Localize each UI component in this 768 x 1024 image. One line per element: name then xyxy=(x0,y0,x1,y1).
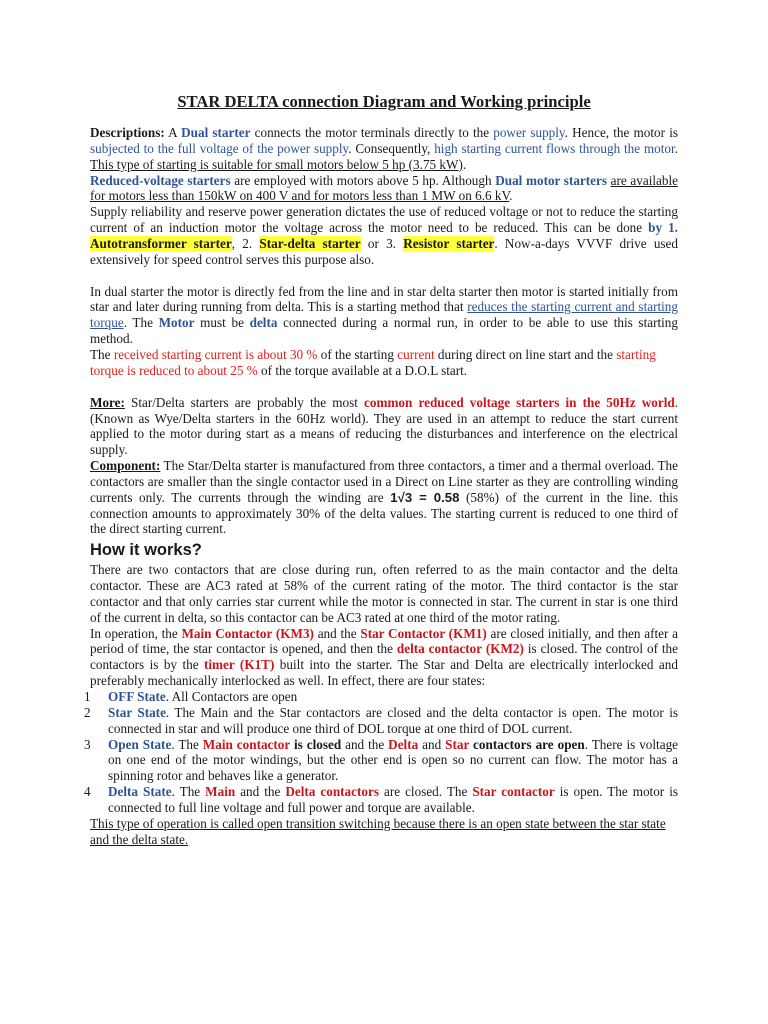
text: Star/Delta starters are probably the most xyxy=(124,394,365,410)
phrase-high-current: high starting current flows through the motor xyxy=(434,140,675,156)
paragraph-component xyxy=(90,458,678,537)
text: must be xyxy=(194,315,250,331)
highlight-resistor: Resistor starter xyxy=(403,235,495,251)
paragraph-descriptions xyxy=(90,125,678,173)
text: are closed initially, and then after a period of time, the star contactor is opened, and then the xyxy=(90,625,679,657)
term-main-contactor: Main contactor xyxy=(202,736,291,752)
formula-ratio: 1√3 = 0.58 xyxy=(390,489,460,505)
text: The Star/Delta starter is manufactured from three contactors, a timer and a thermal overload. The contactors are smaller than the single contactor used in a Direct on Line starter as they are controlling winding currents only. The currents through the winding are xyxy=(90,458,678,505)
phrase-full-voltage: subjected to the full voltage of the power supply xyxy=(90,140,349,156)
paragraph-closing-note: This type of operation is called open transition switching because there is an open state between the star state and the delta state. xyxy=(90,815,666,847)
term-power-supply: power supply xyxy=(493,125,565,140)
term-main: Main xyxy=(205,784,236,800)
phrase-availability: are available for motors less than 150kW on 400 V and for motors less than 1 MW on 6.6 kV xyxy=(90,172,679,204)
section-heading-how-it-works: How it works? xyxy=(90,541,202,560)
text: connects the motor terminals directly to the xyxy=(250,125,494,140)
text: . (Known as Wye/Delta starters in the 60Hz world). They are used in an attempt to reduce the start current applied to the motor during start as a means of reducing the disturbances and interference on the electrical supply. xyxy=(90,394,678,458)
text: . There is voltage on one end of the motor windings, but the other end is open so no current can flow. The motor has a spinning rotor and behaves like a generator. xyxy=(108,736,679,784)
text: of the torque available at a D.O.L start. xyxy=(257,362,468,378)
text: of the starting xyxy=(317,346,398,362)
highlight-star-delta: Star-delta starter xyxy=(259,235,361,251)
document-title: STAR DELTA connection Diagram and Working principle xyxy=(177,92,591,111)
text: during direct on line start and the xyxy=(434,346,617,362)
text: (58%) of the current in the line. this connection amounts to approximately 30% of the delta values. The starting current is reduced to one third of the direct starting current. xyxy=(90,489,679,537)
text: built into the starter. The Star and Delta are electrically interlocked and preferably mechanically interlocked as well. In effect, there are four states: xyxy=(90,657,678,689)
paragraph-more xyxy=(90,395,678,458)
text: and the xyxy=(313,625,361,641)
more-label: More: xyxy=(90,394,125,410)
term-star-contactor: Star Contactor (KM1) xyxy=(360,625,487,641)
term-delta: Delta xyxy=(388,736,419,752)
text: are closed. The xyxy=(378,784,473,800)
text: There are two contactors that are close during run, often referred to as the main contactor and the delta contactor. These are AC3 rated at 58% of the current rating of the motor. The third contactor is the star contactor and that only carries star current while the motor is connected in star. The current in star is one third of the current in delta, so this contactor can be AC3 rated at one third of the motor rating. xyxy=(90,562,678,625)
paragraph-starting-values xyxy=(90,347,678,379)
highlight-autotransformer: Autotransformer starter xyxy=(90,235,232,251)
text: The xyxy=(90,346,114,362)
text: In operation, the xyxy=(90,625,182,641)
paragraph-reduced-voltage xyxy=(90,173,678,205)
phrase-common-starters: common reduced voltage starters in the 50Hz world xyxy=(364,394,675,410)
term-delta: delta xyxy=(249,315,278,331)
list-item-open-state xyxy=(84,736,679,785)
text: . The Main and the Star contactors are closed and the delta contactor is open. The motor is connected in star and will produce one third of DOL torque at one third of DOL current. xyxy=(108,704,678,736)
term-main-contactor: Main Contactor (KM3) xyxy=(181,625,314,641)
state-label: Star State xyxy=(108,704,166,720)
text: In dual starter the motor is directly fed from the line and in star delta starter then motor is started initially from star and later during running from delta. This is a starting method that xyxy=(90,283,678,315)
text-contactors-open: contactors are open xyxy=(469,736,585,752)
text: and the xyxy=(235,784,286,800)
list-number: 4 xyxy=(84,784,91,800)
term-dual-motor-starters: Dual motor starters xyxy=(495,172,608,188)
text: . xyxy=(462,156,467,172)
term-delta-contactors: Delta contactors xyxy=(285,784,379,800)
phrase-received-current: received starting current is about 30 % xyxy=(113,346,318,362)
term-motor: Motor xyxy=(158,315,195,331)
text: is open. The motor is connected to full line voltage and full power and torque are available. xyxy=(108,784,678,815)
text: and the xyxy=(341,736,389,752)
states-list xyxy=(84,689,679,816)
list-item-delta-state xyxy=(84,784,678,816)
text-is-closed: is closed xyxy=(290,736,342,752)
list-number: 2 xyxy=(84,704,91,720)
term-star: Star xyxy=(445,736,470,752)
text: or 3. xyxy=(360,235,404,251)
text: . The xyxy=(171,784,206,800)
term-by-1: by 1. xyxy=(648,220,678,236)
spacer xyxy=(90,268,678,284)
text: . xyxy=(509,188,513,204)
term-dual-starter: Dual starter xyxy=(181,125,251,140)
document-body xyxy=(84,125,679,847)
list-number: 1 xyxy=(84,689,91,704)
text: . The xyxy=(123,315,159,331)
term-star-contactor: Star contactor xyxy=(472,784,555,800)
phrase-small-motors: This type of starting is suitable for small motors below 5 hp (3.75 kW) xyxy=(90,156,463,172)
list-number: 3 xyxy=(84,736,91,752)
text: , 2. xyxy=(231,235,260,251)
term-reduced-voltage-starters: Reduced-voltage starters xyxy=(90,172,231,188)
text: Supply reliability and reserve power generation dictates the use of reduced voltage or not to reduce the starting current of an induction motor the voltage across the motor need to be reduced. This can be done xyxy=(90,204,678,236)
text: A xyxy=(164,125,182,140)
text: connected during a normal run, in order to be able to use this starting method. xyxy=(90,315,678,347)
text: are employed with motors above 5 hp. Although xyxy=(230,172,496,188)
text: and xyxy=(418,736,446,752)
term-current: current xyxy=(397,346,435,362)
spacer xyxy=(90,379,678,395)
text: . The xyxy=(171,736,203,752)
list-item-star-state xyxy=(84,704,678,737)
link-reduces-starting-current: reduces the starting current and starting torque xyxy=(90,299,678,331)
paragraph-operation xyxy=(90,626,678,689)
paragraph-supply-reliability xyxy=(90,204,678,267)
text: . Consequently, xyxy=(348,140,435,156)
term-delta-contactor: delta contactor (KM2) xyxy=(396,641,524,657)
descriptions-label: Descriptions: xyxy=(90,125,165,140)
state-label: Delta State xyxy=(108,784,172,800)
phrase-starting-torque: starting torque is reduced to about 25 % xyxy=(90,346,656,378)
text: . All Contactors are open xyxy=(165,689,298,704)
state-label: OFF State xyxy=(108,689,166,704)
text: is closed. The control of the contactors is by the xyxy=(90,641,679,673)
text: . Now-a-days VVVF drive used extensively for speed control serves this purpose also. xyxy=(90,235,679,267)
paragraph-dual-vs-star-delta xyxy=(90,284,678,347)
paragraph-contactors xyxy=(90,562,678,625)
component-label: Component: xyxy=(90,458,161,474)
text: . Hence, the motor is xyxy=(564,125,678,140)
list-item-off-state xyxy=(84,689,678,705)
state-label: Open State xyxy=(108,736,172,752)
text: . xyxy=(674,140,678,156)
term-timer: timer (K1T) xyxy=(204,657,275,673)
